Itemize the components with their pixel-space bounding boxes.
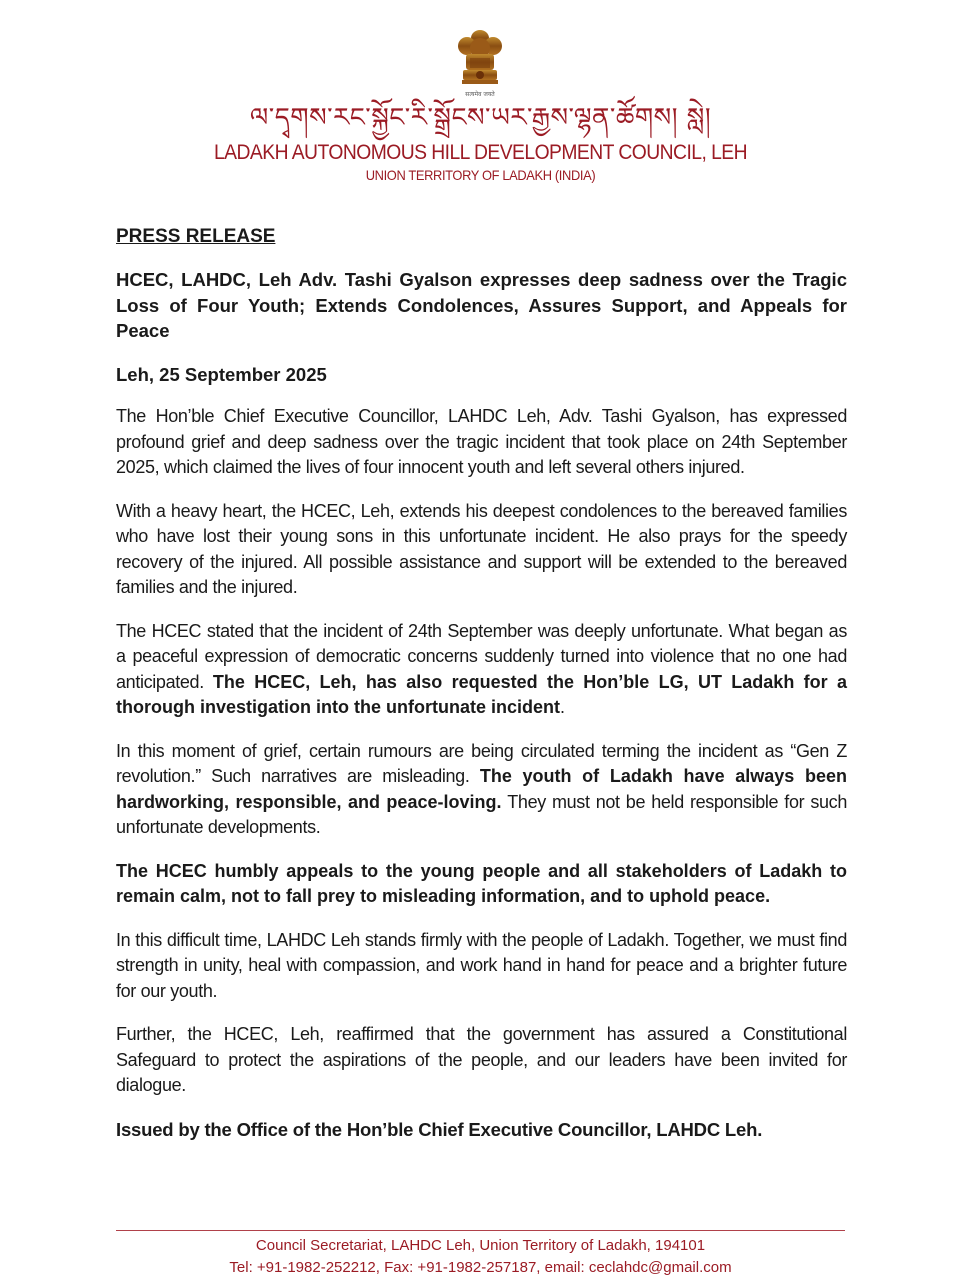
issued-by: Issued by the Office of the Hon’ble Chief Executive Councillor, LAHDC Leh. bbox=[116, 1118, 763, 1140]
org-subtitle: UNION TERRITORY OF LADAKH (INDIA) bbox=[365, 167, 596, 183]
paragraph-7: Further, the HCEC, Leh, reaffirmed that the government has assured a Constitutional Safeguard to protect the aspirations of the people, and our leaders have been invited for dialogue. bbox=[116, 1024, 847, 1095]
release-body bbox=[116, 224, 847, 1142]
release-headline: HCEC, LAHDC, Leh Adv. Tashi Gyalson expresses deep sadness over the Tragic Loss of Four Youth; Extends Condolences, Assures Support, and Appeals for Peace bbox=[116, 269, 847, 341]
national-emblem-icon bbox=[452, 26, 508, 92]
paragraph-5-appeal: The HCEC humbly appeals to the young people and all stakeholders of Ladakh to remain calm, not to fall prey to misleading information, and to uphold peace. bbox=[116, 860, 847, 906]
paragraph-3-end: . bbox=[559, 697, 565, 717]
paragraph-1: The Hon’ble Chief Executive Councillor, LAHDC Leh, Adv. Tashi Gyalson, has expressed profound grief and deep sadness over the tragic incident that took place on 24th September 2025, which claimed the lives of four innocent youth and left several others injured. bbox=[116, 406, 847, 477]
paragraph-4-end: They must not be held responsible for such unfortunate developments. bbox=[116, 791, 847, 837]
paragraph-6: In this difficult time, LAHDC Leh stands firmly with the people of Ladakh. Together, we must find strength in unity, heal with compassion, and work hand in hand for peace and a brighter future for our youth. bbox=[116, 929, 847, 1001]
footer-address: Council Secretariat, LAHDC Leh, Union Territory of Ladakh, 194101 bbox=[255, 1237, 706, 1254]
org-name: LADAKH AUTONOMOUS HILL DEVELOPMENT COUNCIL, LEH bbox=[213, 141, 748, 164]
footer-divider bbox=[116, 1230, 845, 1231]
paragraph-3 bbox=[116, 619, 847, 721]
footer-contact bbox=[0, 1258, 961, 1278]
emblem-motto: सत्यमेव जयते bbox=[465, 91, 495, 98]
paragraph-3-text: The HCEC stated that the incident of 24th September was deeply unfortunate. What began as a peaceful expression of democratic concerns suddenly turned into violence that no one had anticipated. bbox=[116, 620, 847, 692]
paragraph-4-text: In this moment of grief, certain rumours are being circulated terming the incident as “Gen Z revolution.” Such narratives are misleading. bbox=[116, 740, 847, 786]
paragraph-2: With a heavy heart, the HCEC, Leh, extends his deepest condolences to the bereaved families who have lost their young sons in this unfortunate incident. He also prays for the speedy recovery of the injured. All possible assistance and support will be extended to the bereaved families and the injured. bbox=[116, 500, 847, 597]
tibetan-org-name: ལ་དྭགས་རང་སྐྱོང་རི་སྒྲོངས་ཡར་རྒྱས་ལྷན་ཚོགས། སླེ། bbox=[249, 103, 712, 133]
paragraph-3-emphasis: The HCEC, Leh, has also requested the Hon’ble LG, UT Ladakh for a thorough investigation into the unfortunate incident bbox=[116, 671, 847, 717]
footer-contact-text: Tel: +91-1982-252212, Fax: +91-1982-257187, email: bbox=[229, 1259, 589, 1276]
press-release-label: PRESS RELEASE bbox=[116, 226, 276, 247]
paragraph-4 bbox=[116, 739, 847, 841]
dateline: Leh, 25 September 2025 bbox=[116, 363, 327, 385]
footer-email-link[interactable]: ceclahdc@gmail.com bbox=[588, 1259, 732, 1276]
paragraph-4-emphasis: The youth of Ladakh have always been hardworking, responsible, and peace-loving. bbox=[116, 766, 847, 812]
